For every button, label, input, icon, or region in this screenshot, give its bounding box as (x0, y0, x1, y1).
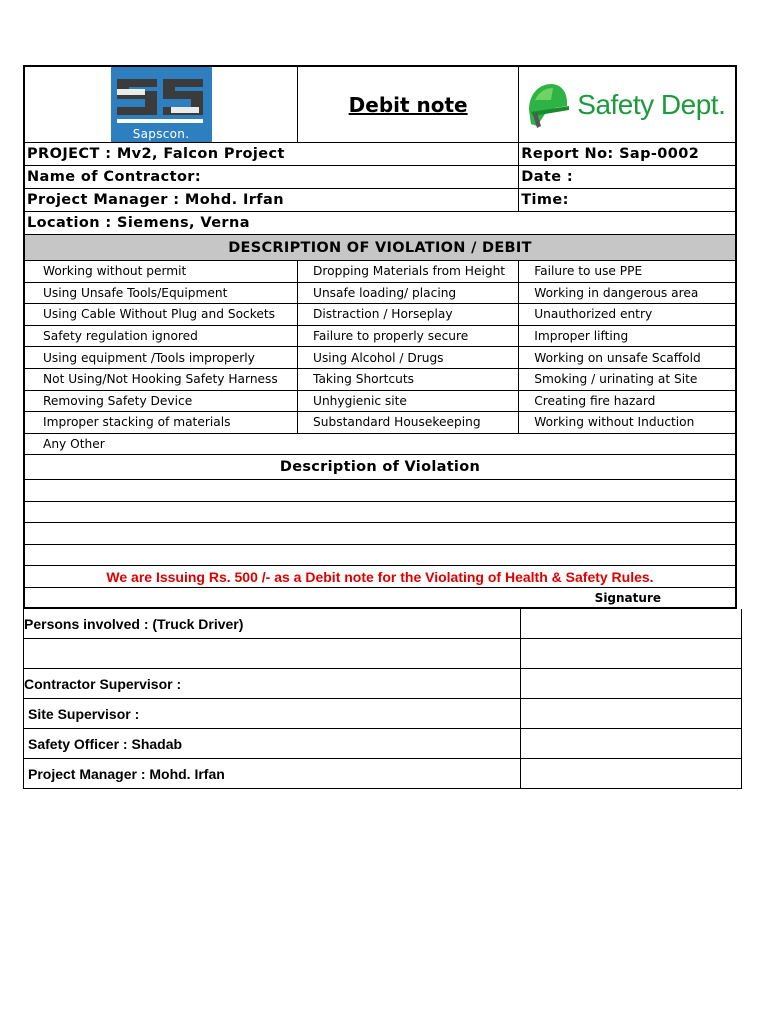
violation-item: Taking Shortcuts (298, 368, 519, 390)
violation-row (24, 390, 736, 412)
safety-dept-logo (519, 66, 736, 143)
project-manager-field: Project Manager : Mohd. Irfan (24, 189, 519, 212)
contractor-supervisor-label: Contractor Supervisor : (24, 669, 521, 699)
contractor-supervisor-row (24, 669, 742, 699)
report-no-field: Report No: Sap-0002 (519, 143, 736, 166)
persons-involved-label: Persons involved : (Truck Driver) (24, 609, 521, 639)
violation-item: Smoking / urinating at Site (519, 368, 736, 390)
violation-item: Dropping Materials from Height (298, 261, 519, 283)
blank-person-row (24, 639, 742, 669)
site-supervisor-row (24, 699, 742, 729)
violation-item: Removing Safety Device (24, 390, 298, 412)
persons-involved-row (24, 609, 742, 639)
sapscon-logo (111, 67, 212, 142)
blank-person-cell (24, 639, 521, 669)
debit-warning-text: We are Issuing Rs. 500 /- as a Debit note for the Violating of Health & Safety Rules. (24, 566, 736, 588)
sapscon-logo-text: Sapscon. (132, 127, 190, 141)
violation-item: Using Unsafe Tools/Equipment (24, 282, 298, 304)
header-row (24, 66, 736, 143)
violation-row (24, 261, 736, 283)
site-supervisor-label: Site Supervisor : (24, 699, 521, 729)
project-manager-row (24, 189, 736, 212)
violation-item: Distraction / Horseplay (298, 304, 519, 326)
violation-item: Not Using/Not Hooking Safety Harness (24, 368, 298, 390)
project-manager-label: Project Manager : Mohd. Irfan (24, 759, 521, 789)
page-title: Debit note (298, 66, 519, 143)
any-other-row (24, 433, 736, 455)
description-title: Description of Violation (24, 455, 736, 480)
violation-row (24, 304, 736, 326)
violation-item: Using equipment /Tools improperly (24, 347, 298, 369)
violation-item: Working in dangerous area (519, 282, 736, 304)
violation-item: Working without permit (24, 261, 298, 283)
signature-cell (521, 669, 742, 699)
description-line (24, 523, 736, 545)
signature-label: Signature (24, 588, 736, 609)
violation-item: Using Alcohol / Drugs (298, 347, 519, 369)
violation-item: Unauthorized entry (519, 304, 736, 326)
violation-item: Unsafe loading/ placing (298, 282, 519, 304)
safety-dept-text: Safety Dept. (577, 88, 726, 120)
description-line (24, 501, 736, 523)
violation-item: Substandard Housekeeping (298, 412, 519, 434)
violation-item: Unhygienic site (298, 390, 519, 412)
project-field: PROJECT : Mv2, Falcon Project (24, 143, 519, 166)
hard-hat-icon (525, 80, 569, 130)
persons-table (23, 609, 742, 789)
signature-cell (521, 759, 742, 789)
location-field: Location : Siemens, Verna (24, 212, 736, 235)
violation-item: Safety regulation ignored (24, 325, 298, 347)
warning-row (24, 566, 736, 588)
description-header-row (24, 455, 736, 480)
violation-row (24, 325, 736, 347)
signature-cell (521, 639, 742, 669)
project-row (24, 143, 736, 166)
violation-section-title: DESCRIPTION OF VIOLATION / DEBIT (24, 235, 736, 261)
violation-item: Creating fire hazard (519, 390, 736, 412)
signature-cell (521, 729, 742, 759)
debit-note-form (23, 65, 737, 789)
project-manager-sign-row (24, 759, 742, 789)
time-field: Time: (519, 189, 736, 212)
debit-note-table (23, 65, 737, 609)
signature-row (24, 588, 736, 609)
description-line (24, 544, 736, 566)
violation-item: Using Cable Without Plug and Sockets (24, 304, 298, 326)
company-logo-cell (24, 66, 298, 143)
date-field: Date : (519, 166, 736, 189)
contractor-row (24, 166, 736, 189)
location-row (24, 212, 736, 235)
violation-row (24, 347, 736, 369)
violation-item: Working without Induction (519, 412, 736, 434)
violation-item: Failure to use PPE (519, 261, 736, 283)
signature-cell (521, 699, 742, 729)
safety-officer-label: Safety Officer : Shadab (24, 729, 521, 759)
description-line (24, 480, 736, 502)
signature-cell (521, 609, 742, 639)
violation-item: Working on unsafe Scaffold (519, 347, 736, 369)
contractor-field: Name of Contractor: (24, 166, 519, 189)
violation-row (24, 368, 736, 390)
violation-item: Improper stacking of materials (24, 412, 298, 434)
any-other-item: Any Other (24, 433, 736, 455)
violation-item: Improper lifting (519, 325, 736, 347)
violation-item: Failure to properly secure (298, 325, 519, 347)
violation-row (24, 282, 736, 304)
safety-officer-row (24, 729, 742, 759)
violation-section-header (24, 235, 736, 261)
violation-row (24, 412, 736, 434)
